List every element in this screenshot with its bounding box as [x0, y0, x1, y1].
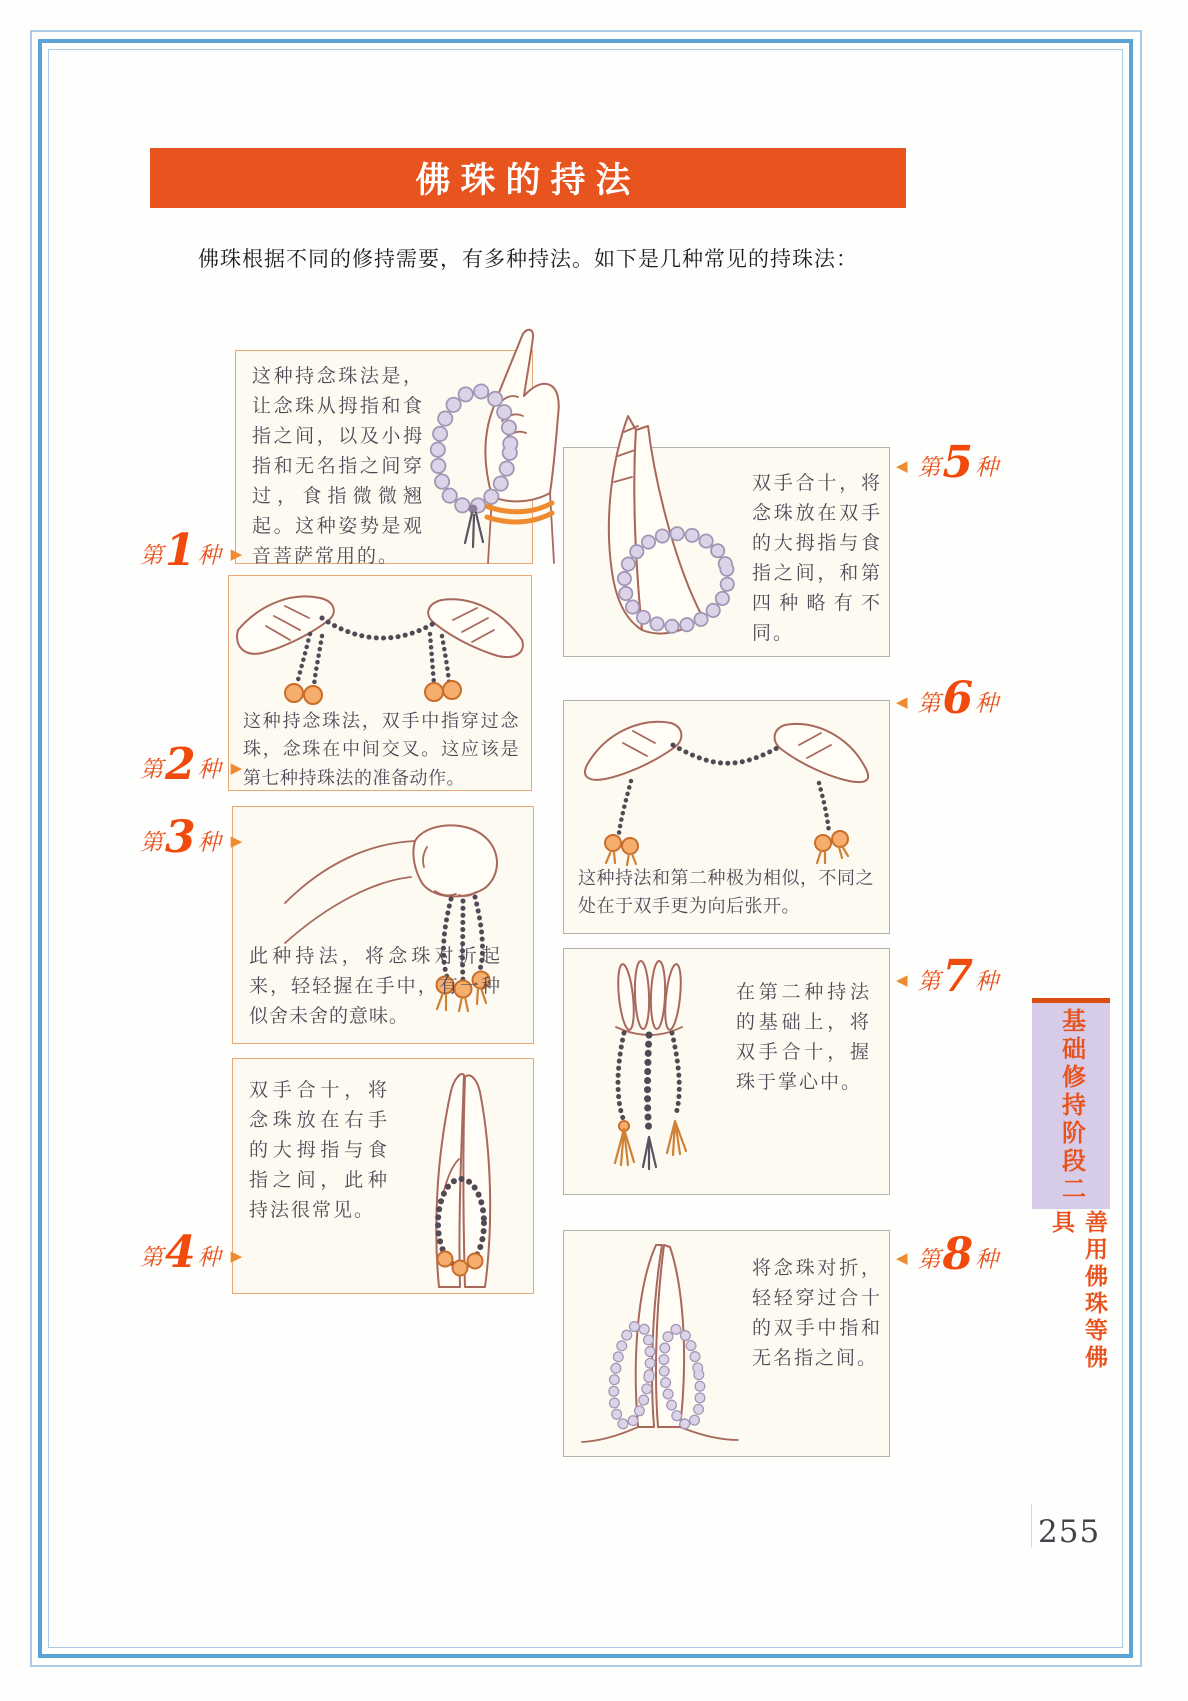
label-number: 3: [165, 812, 196, 863]
label-number: 4: [165, 1227, 196, 1278]
label-number: 8: [942, 1229, 974, 1280]
illustration-clasped-hands-tassels-icon: [574, 959, 724, 1181]
label-suffix: 种: [197, 830, 221, 857]
method-label-6: [896, 673, 999, 724]
method-label-4: [140, 1227, 243, 1278]
label-suffix: 种: [197, 543, 221, 570]
illustration-praying-hands-two-loops-icon: [576, 1237, 746, 1449]
method-box-3: [232, 806, 534, 1044]
page-number-tick: [1031, 1504, 1032, 1548]
arrow-right-icon: ▶: [230, 758, 243, 777]
label-suffix: 种: [975, 1247, 999, 1274]
label-suffix: 种: [975, 455, 999, 482]
chapter-sub-label: 善用佛珠等佛具: [1049, 1210, 1108, 1372]
illustration-praying-hands-bead-loop-icon: [568, 410, 743, 660]
label-suffix: 种: [975, 969, 999, 996]
intro-text: 佛珠根据不同的修持需要，有多种持法。如下是几种常见的持珠法：: [198, 248, 858, 271]
label-number: 6: [942, 673, 974, 724]
method-6-text: 这种持法和第二种极为相似，不同之处在于双手更为向后张开。: [578, 868, 874, 918]
page-number: 255: [1038, 1514, 1101, 1550]
illustration-hand-with-mala-icon: [422, 297, 572, 563]
method-label-5: [896, 437, 999, 488]
method-label-2: [140, 739, 243, 790]
method-label-7: [896, 951, 999, 1002]
method-label-3: [140, 812, 243, 863]
method-box-6: [563, 700, 890, 934]
arrow-left-icon: ◀: [896, 692, 908, 711]
arrow-left-icon: ◀: [896, 970, 908, 989]
method-box-5: [563, 447, 890, 657]
method-box-7: [563, 948, 890, 1195]
method-5-text: 双手合十，将念珠放在双手的大拇指与食指之间，和第四种略有不同。: [752, 472, 882, 645]
label-number: 2: [165, 739, 196, 790]
arrow-right-icon: ▶: [230, 831, 243, 850]
label-suffix: 种: [197, 1245, 221, 1272]
illustration-spread-hands-mala-icon: [569, 703, 884, 865]
label-prefix: 第: [140, 1245, 163, 1272]
method-1-text: 这种持念珠法是，让念珠从拇指和食指之间，以及小拇指和无名指之间穿过，食指微微翘起。这种姿势是观音菩萨常用的。: [252, 365, 424, 568]
chapter-stage-label: 基础修持阶段二: [1057, 1008, 1085, 1204]
page-title: 佛珠的持法: [415, 161, 641, 200]
illustration-praying-hands-mala-icon: [391, 1065, 531, 1287]
illustration-two-hands-crossed-mala-icon: [230, 578, 530, 706]
title-banner: [150, 148, 906, 208]
method-2-text: 这种持念珠法，双手中指穿过念珠，念珠在中间交叉。这应该是第七种持珠法的准备动作。: [243, 711, 519, 789]
arrow-right-icon: ▶: [230, 544, 243, 563]
method-box-1: [235, 350, 533, 568]
label-suffix: 种: [975, 691, 999, 718]
label-prefix: 第: [140, 830, 163, 857]
label-prefix: 第: [917, 691, 941, 718]
method-8-text: 将念珠对折，轻轻穿过合十的双手中指和无名指之间。: [752, 1257, 882, 1370]
method-4-text: 双手合十，将念珠放在右手的大拇指与食指之间，此种持法很常见。: [249, 1079, 389, 1222]
arrow-left-icon: ◀: [896, 456, 908, 475]
label-prefix: 第: [140, 543, 163, 570]
arrow-left-icon: ◀: [896, 1248, 908, 1267]
chapter-stage-box: [1032, 998, 1110, 1209]
method-label-1: [140, 525, 243, 576]
label-number: 1: [165, 525, 196, 576]
method-box-4: [232, 1058, 534, 1294]
arrow-right-icon: ▶: [230, 1246, 243, 1265]
method-7-text: 在第二种持法的基础上，将双手合十，握珠于掌心中。: [736, 981, 871, 1094]
method-label-8: [896, 1229, 999, 1280]
label-prefix: 第: [140, 757, 163, 784]
label-suffix: 种: [197, 757, 221, 784]
label-prefix: 第: [917, 455, 941, 482]
method-box-2: [228, 575, 532, 791]
label-prefix: 第: [917, 1247, 941, 1274]
label-prefix: 第: [917, 969, 941, 996]
method-3-text: 此种持法，将念珠对折起来，轻轻握在手中，有一种似舍未舍的意味。: [249, 944, 501, 1027]
label-number: 7: [942, 951, 974, 1002]
method-box-8: [563, 1230, 890, 1457]
label-number: 5: [942, 437, 974, 488]
